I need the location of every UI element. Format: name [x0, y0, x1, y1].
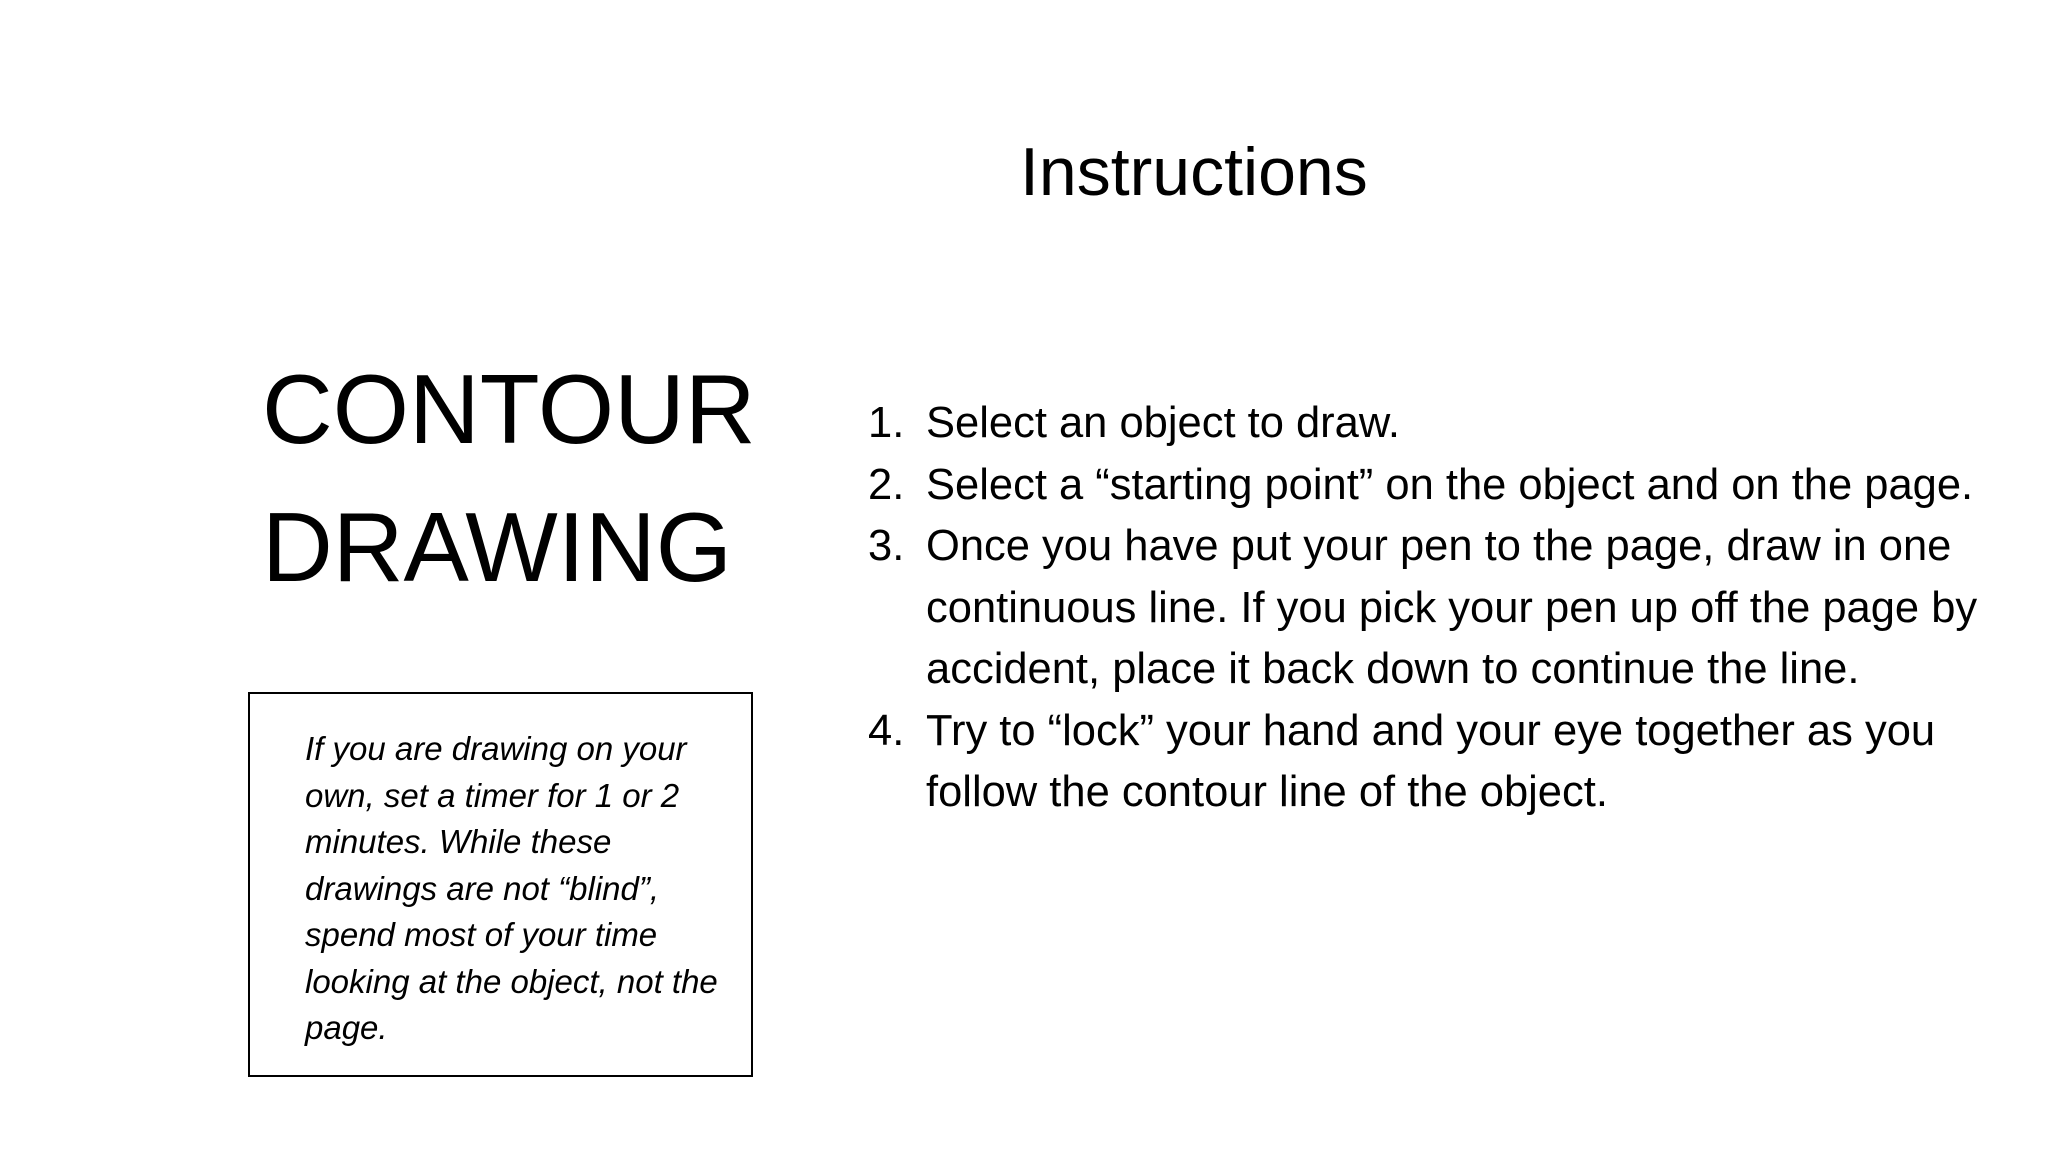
note-text: If you are drawing on your own, set a timer for 1 or 2 minutes. While these drawings are not “blind”, spend most of your time looking at the object, not the page. [305, 730, 718, 1046]
instruction-steps-list [860, 393, 2000, 824]
step-number: 1. [868, 399, 905, 447]
step-item [860, 516, 2000, 701]
step-text: Select a “starting point” on the object and on the page. [926, 460, 1974, 509]
step-item [860, 455, 2000, 517]
instructions-heading: Instructions [1020, 134, 1368, 210]
step-number: 3. [868, 522, 905, 570]
step-text: Try to “lock” your hand and your eye together as you follow the contour line of the object. [926, 706, 1936, 816]
main-title-line-1: CONTOUR [262, 354, 756, 464]
step-item [860, 393, 2000, 455]
step-text: Once you have put your pen to the page, draw in one continuous line. If you pick your pen up off the page by accident, place it back down to continue the line. [926, 522, 1978, 693]
main-title-line-2: DRAWING [262, 492, 732, 602]
step-number: 4. [868, 706, 905, 755]
main-title [262, 340, 822, 616]
step-item [860, 701, 2000, 824]
step-number: 2. [868, 460, 905, 509]
note-box [248, 692, 753, 1077]
step-text: Select an object to draw. [926, 399, 1400, 447]
